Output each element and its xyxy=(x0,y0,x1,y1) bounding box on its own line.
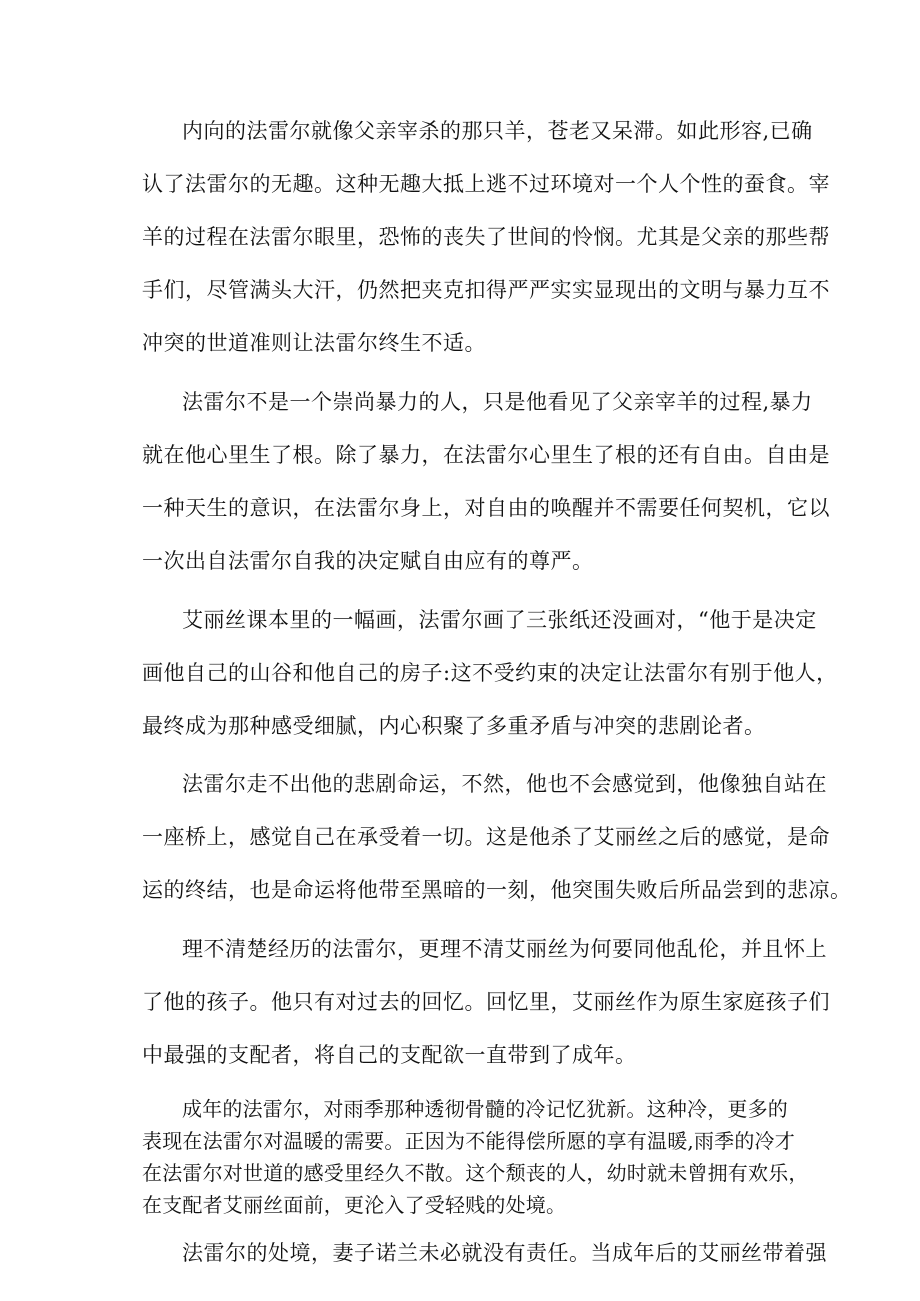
text-line: 在支配者艾丽丝面前，更沦入了受轻贱的处境。 xyxy=(142,1193,567,1217)
text-line: 冲突的世道准则让法雷尔终生不适。 xyxy=(142,331,486,355)
text-line: 了他的孩子。他只有对过去的回忆。回忆里，艾丽丝作为原生家庭孩子们 xyxy=(142,990,830,1014)
text-line: 最终成为那种感受细腻，内心积聚了多重矛盾与冲突的悲剧论者。 xyxy=(142,714,766,738)
text-line: 画他自己的山谷和他自己的房子:这不受约束的决定让法雷尔有别于他人， xyxy=(142,661,838,685)
text-line: 表现在法雷尔对温暖的需要。正因为不能得偿所愿的享有温暖,雨季的冷才 xyxy=(142,1129,795,1153)
text-line: 运的终结，也是命运将他带至黑暗的一刻，他突围失败后所品尝到的悲凉。 xyxy=(142,878,852,902)
text-line: 一次出自法雷尔自我的决定赋自由应有的尊严。 xyxy=(142,549,594,573)
text-line: 在法雷尔对世道的感受里经久不散。这个颓丧的人，幼时就未曾拥有欢乐， xyxy=(142,1161,809,1185)
text-line: 理不清楚经历的法雷尔，更理不清艾丽丝为何要同他乱伦，并且怀上 xyxy=(182,937,827,961)
text-line: 认了法雷尔的无趣。这种无趣大抵上逃不过环境对一个人个性的蚕食。宰 xyxy=(142,172,830,196)
text-line: 成年的法雷尔，对雨季那种透彻骨髓的冷记忆犹新。这种冷，更多的 xyxy=(182,1097,788,1121)
text-line: 法雷尔走不出他的悲剧命运，不然，他也不会感觉到，他像独自站在 xyxy=(182,772,827,796)
text-line: 艾丽丝课本里的一幅画，法雷尔画了三张纸还没画对，“他于是决定 xyxy=(182,608,817,632)
text-line: 法雷尔的处境，妻子诺兰未必就没有责任。当成年后的艾丽丝带着强 xyxy=(182,1241,827,1265)
text-line: 手们，尽管满头大汗，仍然把夹克扣得严严实实显现出的文明与暴力互不 xyxy=(142,278,830,302)
text-line: 一座桥上，感觉自己在承受着一切。这是他杀了艾丽丝之后的感觉，是命 xyxy=(142,825,830,849)
text-line: 内向的法雷尔就像父亲宰杀的那只羊，苍老又呆滞。如此形容,已确 xyxy=(182,119,813,143)
text-line: 一种天生的意识，在法雷尔身上，对自由的唤醒并不需要任何契机，它以 xyxy=(142,496,830,520)
text-line: 中最强的支配者，将自己的支配欲一直带到了成年。 xyxy=(142,1043,637,1067)
text-line: 就在他心里生了根。除了暴力，在法雷尔心里生了根的还有自由。自由是 xyxy=(142,443,830,467)
text-line: 法雷尔不是一个崇尚暴力的人，只是他看见了父亲宰羊的过程,暴力 xyxy=(182,390,813,414)
text-line: 羊的过程在法雷尔眼里，恐怖的丧失了世间的怜悯。尤其是父亲的那些帮 xyxy=(142,225,830,249)
